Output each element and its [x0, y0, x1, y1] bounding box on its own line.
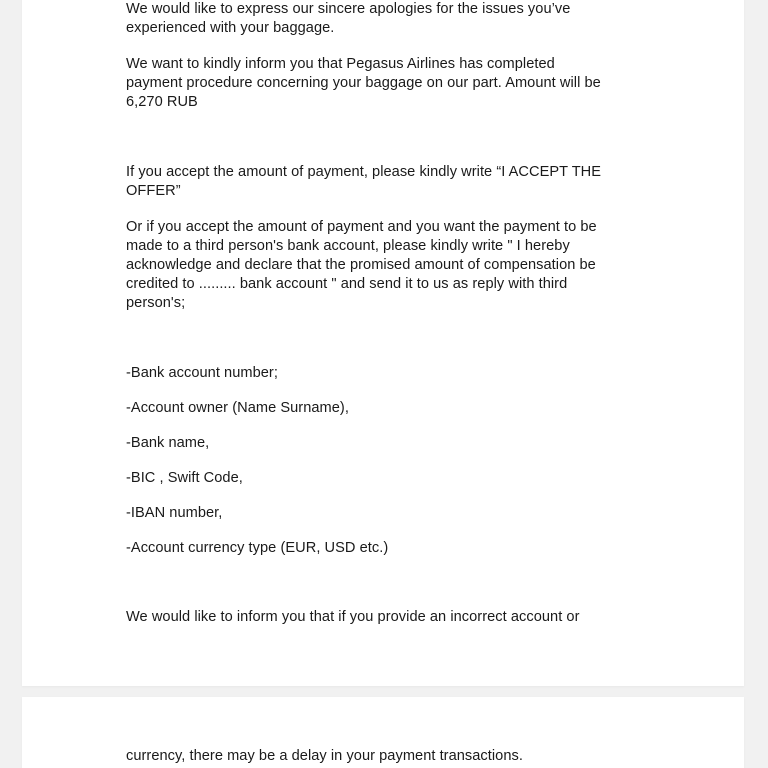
- required-field-item: -BIC , Swift Code,: [126, 470, 243, 486]
- required-field-item: -Account currency type (EUR, USD etc.): [126, 540, 389, 556]
- third-party-line-4: credited to ......... bank account " and send it to us as reply with third: [126, 276, 568, 292]
- third-party-line-1: Or if you accept the amount of payment and you want the payment to be: [126, 219, 597, 235]
- third-party-line-5: person's;: [126, 295, 186, 311]
- accept-offer-line-2: OFFER”: [126, 183, 181, 199]
- warning-text-start: We would like to inform you that if you provide an incorrect account or: [126, 609, 580, 625]
- required-field-item: -Bank name,: [126, 435, 210, 451]
- third-party-line-3: acknowledge and declare that the promised amount of compensation be: [126, 257, 596, 273]
- third-party-line-2: made to a third person's bank account, please kindly write " I hereby: [126, 238, 570, 254]
- required-field-item: -IBAN number,: [126, 505, 223, 521]
- payment-amount: 6,270 RUB: [126, 94, 198, 110]
- accept-offer-line-1: If you accept the amount of payment, please kindly write “I ACCEPT THE: [126, 164, 602, 180]
- payment-info-line-1: We want to kindly inform you that Pegasus Airlines has completed: [126, 56, 555, 72]
- warning-text-end: currency, there may be a delay in your payment transactions.: [126, 748, 523, 764]
- apology-text: We would like to express our sincere apologies for the issues you’ve experienced with your baggage.: [126, 1, 571, 36]
- required-field-item: -Account owner (Name Surname),: [126, 400, 349, 416]
- payment-info-line-2: payment procedure concerning your baggage on our part. Amount will be: [126, 75, 601, 91]
- required-field-item: -Bank account number;: [126, 365, 278, 381]
